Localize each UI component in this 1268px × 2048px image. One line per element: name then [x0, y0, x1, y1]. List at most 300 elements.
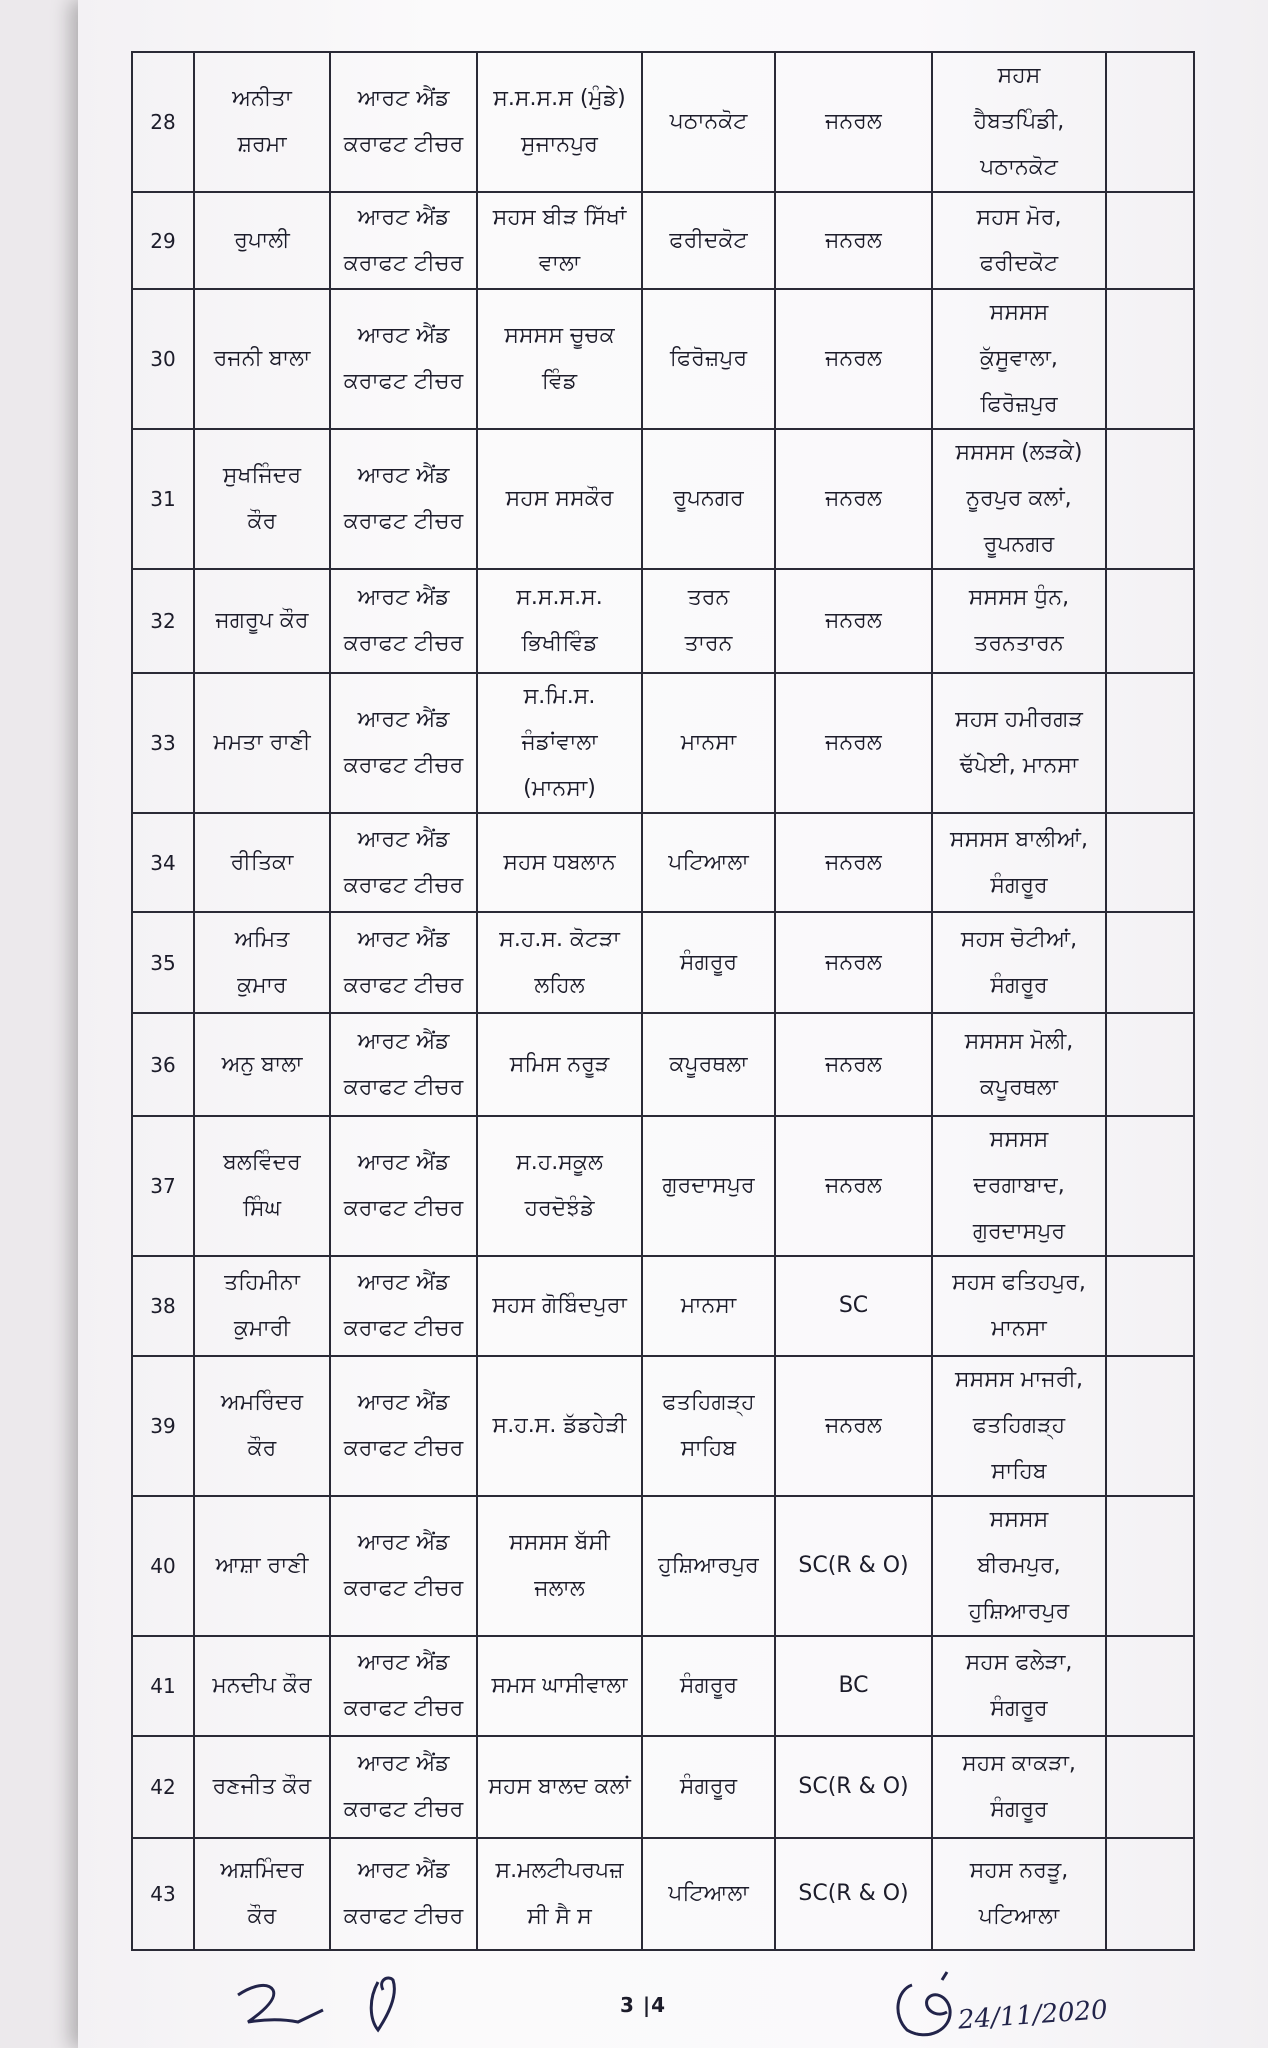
new-station-line: ਸਸਸਸ (ਲੜਕੇ) — [955, 440, 1083, 465]
post-line: ਕਰਾਫਟ ਟੀਚਰ — [343, 1196, 464, 1221]
new-station-line: ਸਸਸਸ ਧੁੰਨ, — [968, 585, 1070, 610]
table-row — [132, 1736, 1194, 1838]
district-line: ਫਿਰੋਜ਼ਪੁਰ — [669, 346, 748, 371]
new-station-line: ਸੰਗਰੂਰ — [990, 872, 1048, 898]
new-station-cell — [932, 1256, 1106, 1356]
category-line: ਜਨਰਲ — [825, 949, 882, 975]
category-line: ਜਨਰਲ — [825, 608, 882, 633]
serial-number-cell — [132, 52, 194, 192]
remarks-cell — [1106, 192, 1194, 289]
new-station-line: ਸਸਸਸ ਮੋਲੀ, — [964, 1028, 1074, 1054]
school-line: ਸਹਸ ਸਸਕੌਰ — [505, 486, 614, 511]
post-line: ਕਰਾਫਟ ਟੀਚਰ — [343, 1797, 464, 1822]
school-line: ਸਹਸ ਬਾਲਦ ਕਲਾਂ — [488, 1774, 631, 1799]
serial-number-cell — [132, 569, 194, 673]
school-line: ਹਰਦੋਝੰਡੇ — [524, 1196, 595, 1221]
teacher-name-cell — [194, 429, 330, 569]
serial-number-cell — [132, 912, 194, 1013]
school-line: ਸਸਸਸ ਚੂਚਕ — [504, 323, 615, 348]
new-station-cell — [932, 569, 1106, 673]
new-station-line: ਸਸਸਸ ਮਾਜਰੀ, — [955, 1367, 1083, 1392]
post-cell — [330, 1838, 477, 1950]
new-station-line: ਸਹਸ ਫਲੇੜਾ, — [965, 1650, 1073, 1675]
school-line: ਸੀ ਸੈ ਸ — [527, 1904, 592, 1929]
teacher-name-line: ਸ਼ਰਮਾ — [237, 132, 287, 157]
category-line: ਜਨਰਲ — [825, 486, 882, 511]
new-station-line: ਫਤਹਿਗੜ੍ਹ — [972, 1413, 1066, 1438]
transfer-table — [131, 51, 1193, 1951]
serial-number-cell — [132, 1013, 194, 1116]
post-line: ਆਰਟ ਐਂਡ — [357, 86, 450, 111]
category-line: ਜਨਰਲ — [825, 109, 882, 134]
teacher-name-cell — [194, 1736, 330, 1838]
new-station-line: ਸਹਸ ਫਤਿਹਪੁਰ, — [952, 1270, 1086, 1295]
post-line: ਕਰਾਫਟ ਟੀਚਰ — [343, 1904, 464, 1929]
school-line: ਸ.ਮਿ.ਸ. — [523, 684, 596, 709]
category-cell — [775, 1636, 932, 1736]
table-row — [132, 1256, 1194, 1356]
remarks-cell — [1106, 1636, 1194, 1736]
teacher-name-line: ਅਸ਼ਮਿੰਦਰ — [220, 1858, 304, 1883]
remarks-cell — [1106, 1356, 1194, 1496]
new-station-line: ਰੂਪਨਗਰ — [983, 532, 1055, 557]
district-cell — [642, 289, 775, 429]
teacher-name-line: ਕੌਰ — [247, 1436, 277, 1461]
district-cell — [642, 1356, 775, 1496]
post-line: ਆਰਟ ਐਂਡ — [357, 204, 450, 230]
district-cell — [642, 1636, 775, 1736]
teacher-name-cell — [194, 1116, 330, 1256]
serial-number-line: 43 — [150, 1882, 176, 1906]
post-line: ਆਰਟ ਐਂਡ — [357, 463, 450, 488]
district-line: ਹੁਸ਼ਿਆਰਪੁਰ — [658, 1553, 759, 1578]
category-line: SC(R & O) — [798, 1881, 909, 1906]
district-cell — [642, 1496, 775, 1636]
post-line: ਆਰਟ ਐਂਡ — [357, 926, 450, 952]
district-line: ਸੰਗਰੂਰ — [679, 1673, 738, 1698]
serial-number-cell — [132, 1496, 194, 1636]
serial-number-line: 33 — [150, 731, 176, 755]
school-cell — [477, 1356, 642, 1496]
new-station-cell — [932, 912, 1106, 1013]
school-line: ਸ.ਹ.ਸਕੂਲ — [516, 1150, 603, 1175]
district-line: ਤਾਰਨ — [684, 631, 733, 656]
teacher-name-line: ਅਮਰਿੰਦਰ — [220, 1390, 304, 1415]
post-cell — [330, 569, 477, 673]
school-line: ਜਲਾਲ — [534, 1576, 585, 1601]
post-cell — [330, 1013, 477, 1116]
new-station-line: ਸਹਸ ਨਰੜੂ, — [969, 1858, 1069, 1883]
teacher-name-line: ਬਲਵਿੰਦਰ — [223, 1150, 301, 1175]
school-cell — [477, 289, 642, 429]
school-cell — [477, 912, 642, 1013]
new-station-line: ਸਸਸਸ — [989, 1507, 1049, 1532]
district-line: ਪਟਿਆਲਾ — [668, 849, 749, 875]
new-station-line: ਢੱਪੇਈ, ਮਾਨਸਾ — [959, 753, 1079, 778]
post-line: ਕਰਾਫਟ ਟੀਚਰ — [343, 250, 464, 276]
teacher-name-cell — [194, 1256, 330, 1356]
teacher-name-cell — [194, 1838, 330, 1950]
teacher-name-line: ਸੁਖਜਿੰਦਰ — [222, 463, 302, 488]
post-cell — [330, 1636, 477, 1736]
post-line: ਆਰਟ ਐਂਡ — [357, 1751, 450, 1776]
category-line: ਜਨਰਲ — [825, 227, 882, 253]
post-line: ਕਰਾਫਟ ਟੀਚਰ — [343, 1316, 464, 1341]
serial-number-line: 29 — [150, 228, 176, 253]
table-row — [132, 192, 1194, 289]
new-station-line: ਫਰੀਦਕੋਟ — [979, 250, 1059, 276]
remarks-cell — [1106, 429, 1194, 569]
school-cell — [477, 1256, 642, 1356]
serial-number-line: 30 — [150, 347, 176, 371]
serial-number-line: 38 — [150, 1294, 176, 1318]
teacher-name-cell — [194, 813, 330, 912]
teacher-name-cell — [194, 1356, 330, 1496]
district-line: ਮਾਨਸਾ — [680, 1293, 737, 1318]
post-line: ਆਰਟ ਐਂਡ — [357, 1530, 450, 1555]
new-station-line: ਫਿਰੋਜ਼ਪੁਰ — [980, 392, 1058, 417]
table-row — [132, 1116, 1194, 1256]
school-cell — [477, 813, 642, 912]
school-line: ਜੰਡਾਂਵਾਲਾ — [521, 730, 598, 755]
school-line: ਸਹਸ ਧਬਲਾਨ — [503, 849, 616, 875]
signature-date: 24/11/2020 — [957, 1995, 1109, 2036]
school-cell — [477, 192, 642, 289]
serial-number-line: 34 — [150, 850, 176, 875]
category-line: ਜਨਰਲ — [825, 730, 882, 755]
serial-number-cell — [132, 1256, 194, 1356]
school-line: ਸ.ਸ.ਸ.ਸ. — [516, 585, 603, 610]
serial-number-line: 37 — [150, 1174, 176, 1198]
serial-number-cell — [132, 1736, 194, 1838]
teacher-name-line: ਅਨੀਤਾ — [232, 86, 292, 111]
district-line: ਪਟਿਆਲਾ — [668, 1881, 749, 1906]
post-cell — [330, 1116, 477, 1256]
post-line: ਕਰਾਫਟ ਟੀਚਰ — [343, 1436, 464, 1461]
teacher-name-cell — [194, 192, 330, 289]
category-cell — [775, 1256, 932, 1356]
teacher-name-line: ਮਮਤਾ ਰਾਣੀ — [213, 730, 311, 755]
new-station-cell — [932, 289, 1106, 429]
post-line: ਆਰਟ ਐਂਡ — [357, 323, 450, 348]
school-line: (ਮਾਨਸਾ) — [523, 776, 596, 801]
district-line: ਸੰਗਰੂਰ — [679, 1774, 738, 1799]
post-line: ਆਰਟ ਐਂਡ — [357, 585, 450, 610]
category-cell — [775, 912, 932, 1013]
category-line: SC(R & O) — [798, 1553, 909, 1578]
new-station-cell — [932, 1116, 1106, 1256]
table-row — [132, 1013, 1194, 1116]
table-body — [132, 52, 1194, 1950]
teacher-name-line: ਕੁਮਾਰੀ — [233, 1316, 291, 1341]
new-station-cell — [932, 1013, 1106, 1116]
new-station-line: ਸਸਸਸ — [989, 1127, 1049, 1152]
category-cell — [775, 673, 932, 813]
serial-number-cell — [132, 192, 194, 289]
teacher-name-line: ਤਹਿਮੀਨਾ — [224, 1270, 300, 1295]
serial-number-line: 32 — [150, 609, 176, 633]
new-station-line: ਸਹਸ ਚੋਟੀਆਂ, — [960, 926, 1078, 952]
post-cell — [330, 52, 477, 192]
post-cell — [330, 1256, 477, 1356]
post-line: ਕਰਾਫਟ ਟੀਚਰ — [343, 1576, 464, 1601]
post-cell — [330, 1356, 477, 1496]
new-station-cell — [932, 1356, 1106, 1496]
new-station-cell — [932, 1636, 1106, 1736]
teacher-name-cell — [194, 1636, 330, 1736]
school-line: ਭਿਖੀਵਿੰਡ — [521, 631, 598, 656]
school-cell — [477, 1496, 642, 1636]
serial-number-cell — [132, 1356, 194, 1496]
category-cell — [775, 1013, 932, 1116]
remarks-cell — [1106, 673, 1194, 813]
serial-number-line: 31 — [150, 487, 176, 511]
district-cell — [642, 429, 775, 569]
teacher-name-line: ਅਮਿਤ — [234, 926, 290, 952]
post-line: ਕਰਾਫਟ ਟੀਚਰ — [343, 509, 464, 534]
new-station-cell — [932, 1496, 1106, 1636]
category-cell — [775, 1838, 932, 1950]
post-line: ਕਰਾਫਟ ਟੀਚਰ — [343, 872, 464, 898]
post-line: ਆਰਟ ਐਂਡ — [357, 1150, 450, 1175]
school-line: ਵਿੰਡ — [541, 369, 578, 394]
school-cell — [477, 1636, 642, 1736]
post-cell — [330, 1736, 477, 1838]
school-cell — [477, 673, 642, 813]
remarks-cell — [1106, 1496, 1194, 1636]
post-line: ਕਰਾਫਟ ਟੀਚਰ — [343, 972, 464, 998]
new-station-cell — [932, 1736, 1106, 1838]
teacher-name-cell — [194, 52, 330, 192]
post-cell — [330, 429, 477, 569]
serial-number-cell — [132, 673, 194, 813]
remarks-cell — [1106, 912, 1194, 1013]
new-station-line: ਸਹਸ — [997, 63, 1041, 88]
table-row — [132, 1838, 1194, 1950]
table-row — [132, 429, 1194, 569]
table-row — [132, 813, 1194, 912]
school-cell — [477, 1838, 642, 1950]
post-line: ਕਰਾਫਟ ਟੀਚਰ — [343, 753, 464, 778]
teacher-name-cell — [194, 912, 330, 1013]
page-number: 3 |4 — [620, 1993, 667, 2017]
serial-number-line: 35 — [150, 950, 176, 975]
district-cell — [642, 1736, 775, 1838]
teacher-name-cell — [194, 1496, 330, 1636]
new-station-cell — [932, 429, 1106, 569]
category-cell — [775, 1356, 932, 1496]
district-cell — [642, 1256, 775, 1356]
category-cell — [775, 192, 932, 289]
district-line: ਸੰਗਰੂਰ — [679, 949, 738, 975]
school-line: ਸੁਜਾਨਪੁਰ — [521, 132, 598, 157]
district-cell — [642, 192, 775, 289]
category-line: ਜਨਰਲ — [825, 346, 882, 371]
district-cell — [642, 912, 775, 1013]
teacher-name-line: ਜਗਰੂਪ ਕੌਰ — [215, 608, 309, 633]
new-station-line: ਸਸਸਸ ਬਾਲੀਆਂ, — [949, 826, 1089, 852]
teacher-name-cell — [194, 569, 330, 673]
district-cell — [642, 1838, 775, 1950]
school-cell — [477, 1013, 642, 1116]
category-line: ਜਨਰਲ — [825, 1051, 882, 1077]
new-station-line: ਹੈਬਤਪਿੰਡੀ, — [973, 109, 1065, 134]
teacher-name-line: ਕੁਮਾਰ — [237, 972, 287, 998]
school-line: ਵਾਲਾ — [538, 250, 581, 276]
school-line: ਸਮਸ ਘਾਸੀਵਾਲਾ — [491, 1673, 628, 1698]
category-cell — [775, 1496, 932, 1636]
table-row — [132, 289, 1194, 429]
new-station-line: ਸੰਗਰੂਰ — [990, 1797, 1048, 1822]
school-line: ਸਹਸ ਗੋਬਿੰਦਪੁਰਾ — [492, 1293, 627, 1318]
new-station-line: ਸੰਗਰੂਰ — [990, 1696, 1048, 1721]
school-line: ਸ.ਮਲਟੀਪਰਪਜ਼ — [495, 1858, 624, 1883]
district-line: ਤਰਨ — [687, 585, 730, 610]
district-line: ਫਤਹਿਗੜ੍ਹ — [662, 1390, 755, 1415]
school-line: ਸਹਸ ਬੀੜ ਸਿੱਖਾਂ — [492, 204, 627, 230]
school-cell — [477, 569, 642, 673]
serial-number-line: 42 — [150, 1775, 176, 1799]
district-cell — [642, 52, 775, 192]
remarks-cell — [1106, 289, 1194, 429]
table-row — [132, 1496, 1194, 1636]
post-cell — [330, 912, 477, 1013]
school-cell — [477, 429, 642, 569]
post-line: ਆਰਟ ਐਂਡ — [357, 1858, 450, 1883]
new-station-line: ਗੁਰਦਾਸਪੁਰ — [972, 1219, 1066, 1244]
teacher-name-line: ਰਣਜੀਤ ਕੌਰ — [212, 1774, 312, 1799]
district-line: ਰੂਪਨਗਰ — [673, 486, 744, 511]
new-station-cell — [932, 673, 1106, 813]
new-station-cell — [932, 813, 1106, 912]
school-cell — [477, 52, 642, 192]
new-station-line: ਨੂਰਪੁਰ ਕਲਾਂ, — [966, 486, 1072, 511]
post-line: ਕਰਾਫਟ ਟੀਚਰ — [343, 631, 464, 656]
category-cell — [775, 289, 932, 429]
category-cell — [775, 813, 932, 912]
district-cell — [642, 1013, 775, 1116]
new-station-line: ਸਹਸ ਮੋਰ, — [976, 204, 1062, 230]
new-station-cell — [932, 52, 1106, 192]
serial-number-cell — [132, 1838, 194, 1950]
new-station-line: ਤਰਨਤਾਰਨ — [974, 631, 1064, 656]
post-cell — [330, 673, 477, 813]
post-cell — [330, 813, 477, 912]
district-cell — [642, 813, 775, 912]
serial-number-cell — [132, 813, 194, 912]
new-station-line: ਮਾਨਸਾ — [991, 1316, 1047, 1341]
serial-number-cell — [132, 429, 194, 569]
school-line: ਸ.ਹ.ਸ. ਕੋਟੜਾ — [499, 926, 620, 952]
district-line: ਫਰੀਦਕੋਟ — [669, 227, 748, 253]
new-station-line: ਸਹਸ ਹਮੀਰਗੜ — [955, 707, 1083, 732]
post-line: ਆਰਟ ਐਂਡ — [357, 1390, 450, 1415]
category-line: ਜਨਰਲ — [825, 1173, 882, 1198]
category-cell — [775, 52, 932, 192]
new-station-line: ਸਹਸ ਕਾਕੜਾ, — [962, 1751, 1076, 1776]
post-cell — [330, 192, 477, 289]
new-station-line: ਪਠਾਨਕੋਟ — [980, 155, 1058, 180]
post-line: ਆਰਟ ਐਂਡ — [357, 707, 450, 732]
new-station-line: ਹੁਸ਼ਿਆਰਪੁਰ — [968, 1599, 1070, 1624]
category-cell — [775, 1116, 932, 1256]
post-line: ਕਰਾਫਟ ਟੀਚਰ — [343, 1696, 464, 1721]
district-line: ਸਾਹਿਬ — [680, 1436, 737, 1461]
school-line: ਸਮਿਸ ਨਰੂੜ — [509, 1051, 610, 1077]
district-cell — [642, 1116, 775, 1256]
school-cell — [477, 1736, 642, 1838]
serial-number-cell — [132, 1636, 194, 1736]
serial-number-cell — [132, 289, 194, 429]
district-cell — [642, 569, 775, 673]
signature-left — [228, 1960, 428, 2045]
new-station-line: ਸੰਗਰੂਰ — [990, 972, 1048, 998]
teacher-name-line: ਰਜਨੀ ਬਾਲਾ — [213, 346, 311, 371]
category-line: SC(R & O) — [798, 1774, 909, 1799]
category-line: BC — [838, 1673, 869, 1698]
teacher-name-line: ਆਸ਼ਾ ਰਾਣੀ — [215, 1553, 309, 1578]
teacher-name-line: ਰੀਤਿਕਾ — [230, 849, 294, 875]
new-station-line: ਸਸਸਸ — [989, 300, 1049, 325]
remarks-cell — [1106, 569, 1194, 673]
category-line: ਜਨਰਲ — [825, 849, 882, 875]
post-line: ਆਰਟ ਐਂਡ — [357, 1270, 450, 1295]
district-line: ਗੁਰਦਾਸਪੁਰ — [662, 1173, 755, 1198]
table-row — [132, 673, 1194, 813]
new-station-line: ਕਪੂਰਥਲਾ — [980, 1074, 1058, 1100]
school-line: ਸਸਸਸ ਬੱਸੀ — [509, 1530, 610, 1555]
new-station-line: ਪਟਿਆਲਾ — [978, 1904, 1060, 1929]
table-row — [132, 569, 1194, 673]
remarks-cell — [1106, 1736, 1194, 1838]
school-line: ਸ.ਹ.ਸ. ਡੱਡਹੇੜੀ — [492, 1413, 627, 1438]
serial-number-cell — [132, 1116, 194, 1256]
serial-number-line: 39 — [150, 1414, 176, 1438]
new-station-cell — [932, 1838, 1106, 1950]
new-station-line: ਸਾਹਿਬ — [991, 1459, 1047, 1484]
category-line: ਜਨਰਲ — [825, 1413, 882, 1438]
serial-number-line: 41 — [150, 1674, 176, 1698]
table-row — [132, 52, 1194, 192]
table-row — [132, 1636, 1194, 1736]
category-cell — [775, 1736, 932, 1838]
remarks-cell — [1106, 1256, 1194, 1356]
teacher-name-line: ਸਿੰਘ — [242, 1196, 282, 1221]
post-line: ਆਰਟ ਐਂਡ — [357, 826, 450, 852]
table-row — [132, 1356, 1194, 1496]
post-line: ਆਰਟ ਐਂਡ — [357, 1028, 450, 1054]
serial-number-line: 36 — [150, 1052, 176, 1077]
teacher-name-cell — [194, 289, 330, 429]
new-station-line: ਕੁੱਸੂਵਾਲਾ, — [980, 346, 1058, 371]
school-line: ਸ.ਸ.ਸ.ਸ (ਮੁੰਡੇ) — [493, 86, 626, 111]
district-cell — [642, 673, 775, 813]
teacher-name-cell — [194, 1013, 330, 1116]
post-line: ਕਰਾਫਟ ਟੀਚਰ — [343, 132, 464, 157]
remarks-cell — [1106, 1116, 1194, 1256]
teacher-name-line: ਰੁਪਾਲੀ — [234, 227, 290, 253]
category-cell — [775, 429, 932, 569]
post-cell — [330, 1496, 477, 1636]
district-line: ਮਾਨਸਾ — [680, 730, 737, 755]
school-line: ਲਹਿਲ — [534, 972, 585, 998]
category-line: SC — [838, 1293, 869, 1318]
remarks-cell — [1106, 1838, 1194, 1950]
post-line: ਆਰਟ ਐਂਡ — [357, 1650, 450, 1675]
category-cell — [775, 569, 932, 673]
district-line: ਕਪੂਰਥਲਾ — [669, 1051, 748, 1077]
district-line: ਪਠਾਨਕੋਟ — [669, 109, 748, 134]
